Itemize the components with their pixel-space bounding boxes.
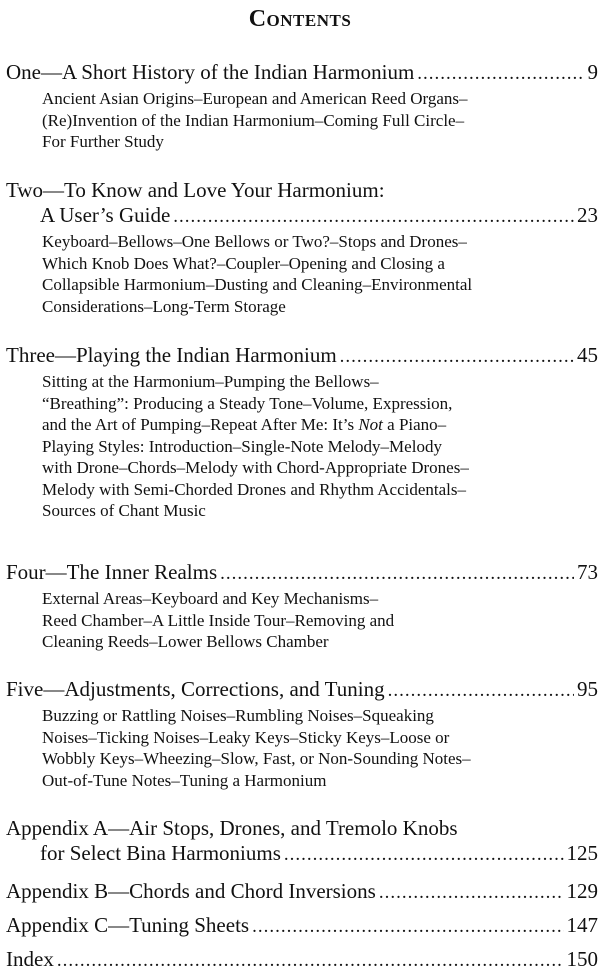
description-line: Keyboard–Bellows–One Bellows or Two?–Stops and Drones– bbox=[42, 232, 467, 251]
description-line: Wobbly Keys–Wheezing–Slow, Fast, or Non-Sounding Notes– bbox=[42, 749, 471, 768]
page-number: 9 bbox=[587, 60, 598, 84]
chapter-heading bbox=[6, 60, 598, 86]
appendix-title: Appendix B—Chords and Chord Inversions bbox=[6, 879, 376, 903]
toc-entry-index[interactable] bbox=[6, 947, 598, 973]
chapter-heading bbox=[6, 178, 598, 203]
chapter-title: Two—To Know and Love Your Harmonium: bbox=[6, 178, 385, 202]
leader-dots bbox=[57, 948, 564, 973]
chapter-heading bbox=[6, 560, 598, 586]
chapter-heading-continued bbox=[6, 203, 598, 229]
chapter-description bbox=[6, 88, 598, 153]
leader-dots bbox=[417, 61, 584, 86]
leader-dots bbox=[220, 561, 574, 586]
chapter-description bbox=[6, 588, 598, 653]
description-line: Cleaning Reeds–Lower Bellows Chamber bbox=[42, 632, 329, 651]
description-line: Reed Chamber–A Little Inside Tour–Removing and bbox=[42, 610, 395, 630]
description-line: Sources of Chant Music bbox=[42, 501, 206, 520]
description-line: and the Art of Pumping–Repeat After Me: It’s Not a Piano– bbox=[42, 415, 447, 434]
chapter-heading bbox=[6, 343, 598, 369]
leader-dots bbox=[173, 204, 574, 229]
leader-dots bbox=[340, 344, 574, 369]
description-line: External Areas–Keyboard and Key Mechanisms– bbox=[42, 589, 379, 608]
leader-dots bbox=[388, 678, 574, 703]
toc-entry-chapter-one[interactable] bbox=[6, 60, 598, 153]
description-line: Buzzing or Rattling Noises–Rumbling Noises–Squeaking bbox=[42, 706, 434, 725]
toc-entry-appendix-b[interactable] bbox=[6, 879, 598, 905]
toc-entry-chapter-three[interactable] bbox=[6, 343, 598, 522]
leader-dots bbox=[379, 880, 564, 905]
page-number: 129 bbox=[566, 879, 598, 903]
chapter-title-continued: A User’s Guide bbox=[40, 203, 171, 227]
leader-dots bbox=[284, 842, 564, 867]
page-title: Contents bbox=[248, 6, 352, 32]
description-line: Ancient Asian Origins–European and American Reed Organs– bbox=[42, 89, 468, 108]
toc-entry-appendix-c[interactable] bbox=[6, 913, 598, 939]
appendix-heading bbox=[6, 816, 598, 841]
page-number: 23 bbox=[577, 203, 598, 227]
index-heading bbox=[6, 947, 598, 973]
emphasis-not: Not bbox=[358, 415, 383, 434]
chapter-heading bbox=[6, 677, 598, 703]
description-line: Noises–Ticking Noises–Leaky Keys–Sticky Keys–Loose or bbox=[42, 727, 450, 747]
chapter-description bbox=[6, 371, 598, 522]
description-line: Sitting at the Harmonium–Pumping the Bellows– bbox=[42, 372, 379, 391]
description-line: For Further Study bbox=[42, 132, 164, 151]
description-line: Out-of-Tune Notes–Tuning a Harmonium bbox=[42, 770, 327, 790]
chapter-title: One—A Short History of the Indian Harmonium bbox=[6, 60, 415, 84]
toc-entry-chapter-five[interactable] bbox=[6, 677, 598, 791]
appendix-heading bbox=[6, 913, 598, 939]
chapter-title: Four—The Inner Realms bbox=[6, 560, 218, 584]
description-line: (Re)Invention of the Indian Harmonium–Coming Full Circle– bbox=[42, 110, 465, 130]
toc-entry-chapter-four[interactable] bbox=[6, 560, 598, 653]
page-number: 95 bbox=[577, 677, 598, 701]
appendix-heading bbox=[6, 879, 598, 905]
description-line: Collapsible Harmonium–Dusting and Cleaning–Environmental bbox=[42, 275, 473, 294]
chapter-description bbox=[6, 231, 598, 317]
index-title: Index bbox=[6, 947, 54, 971]
page-number: 147 bbox=[566, 913, 598, 937]
description-line: Playing Styles: Introduction–Single-Note Melody–Melody bbox=[42, 436, 442, 456]
page-number: 125 bbox=[566, 841, 598, 865]
description-line: “Breathing”: Producing a Steady Tone–Volume, Expression, bbox=[42, 393, 453, 413]
chapter-title: Three—Playing the Indian Harmonium bbox=[6, 343, 337, 367]
appendix-heading-continued bbox=[6, 841, 598, 867]
page-number: 73 bbox=[577, 560, 598, 584]
page-number: 150 bbox=[566, 947, 598, 971]
toc-entry-appendix-a[interactable] bbox=[6, 816, 598, 867]
description-line: Considerations–Long-Term Storage bbox=[42, 296, 286, 316]
appendix-title: Appendix A—Air Stops, Drones, and Tremolo Knobs bbox=[6, 816, 458, 840]
description-line: with Drone–Chords–Melody with Chord-Appropriate Drones– bbox=[42, 458, 469, 477]
description-line: Which Knob Does What?–Coupler–Opening and Closing a bbox=[42, 253, 445, 273]
chapter-description bbox=[6, 705, 598, 791]
page-number: 45 bbox=[577, 343, 598, 367]
toc-entry-chapter-two[interactable] bbox=[6, 178, 598, 317]
appendix-title-continued: for Select Bina Harmoniums bbox=[40, 841, 281, 865]
leader-dots bbox=[252, 914, 563, 939]
description-line: Melody with Semi-Chorded Drones and Rhythm Accidentals– bbox=[42, 479, 466, 499]
chapter-title: Five—Adjustments, Corrections, and Tuning bbox=[6, 677, 385, 701]
appendix-title: Appendix C—Tuning Sheets bbox=[6, 913, 250, 937]
